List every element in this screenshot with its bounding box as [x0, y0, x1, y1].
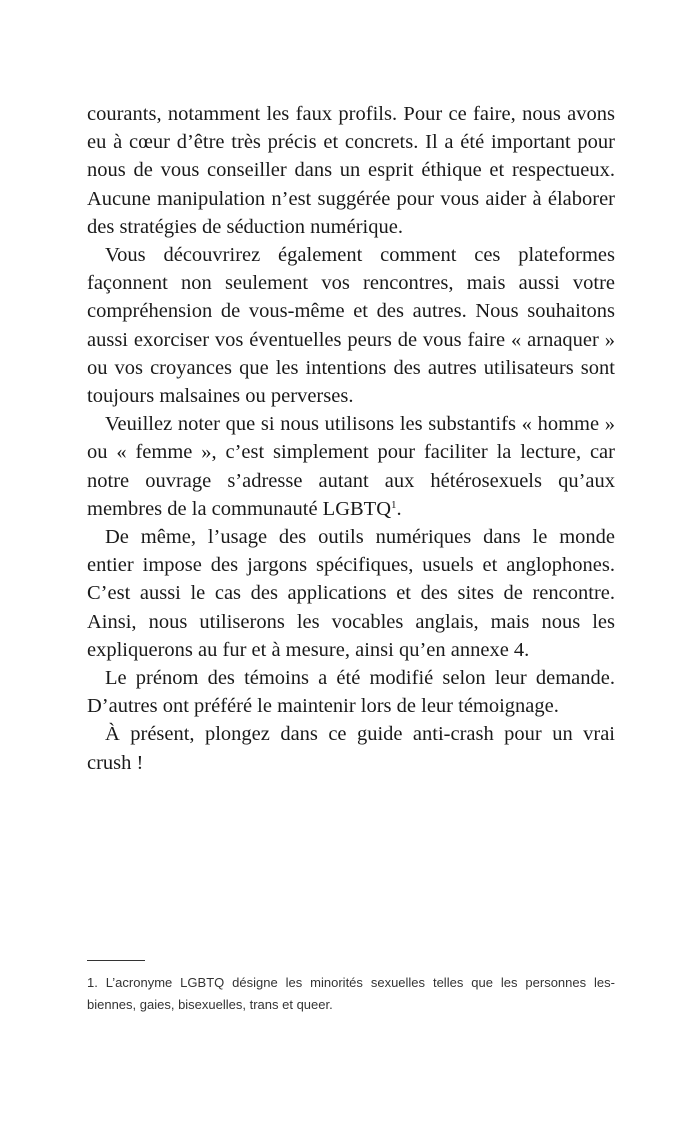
- paragraph-5: [87, 664, 615, 720]
- footnote-divider: [87, 960, 145, 961]
- text-fragment: membres de la communauté LGBTQ: [87, 497, 391, 520]
- footnote-line: biennes, gaies, bisexuelles, trans et queer.: [87, 997, 333, 1012]
- paragraph-2: [87, 241, 615, 410]
- text-line: aussi exorciser vos éventuelles peurs de vous faire « arnaquer »: [87, 328, 615, 351]
- text-fragment: .: [396, 497, 402, 520]
- text-line: expliquerons au fur et à mesure, ainsi qu’en annexe 4.: [87, 638, 530, 661]
- paragraph-3: [87, 410, 615, 523]
- text-line: Le prénom des témoins a été modifié selon leur demande.: [105, 667, 615, 690]
- text-line: crush !: [87, 751, 144, 774]
- text-line: [87, 495, 615, 523]
- text-line: compréhension de vous-même et des autres. Nous souhaitons: [87, 300, 615, 323]
- text-line: courants, notamment les faux profils. Pour ce faire, nous avons: [87, 103, 615, 125]
- text-line: des stratégies de séduction numérique.: [87, 215, 403, 238]
- paragraph-4: [87, 523, 615, 664]
- text-line: Veuillez noter que si nous utilisons les substantifs « homme »: [105, 413, 615, 436]
- text-line: entier impose des jargons spécifiques, usuels et anglophones.: [87, 554, 615, 577]
- footnote: [87, 972, 615, 1016]
- paragraph-6: [87, 720, 615, 776]
- text-line: Ainsi, nous utiliserons les vocables anglais, mais nous les: [87, 610, 615, 633]
- text-line: toujours malsaines ou perverses.: [87, 385, 354, 408]
- text-line: Vous découvrirez également comment ces plateformes: [105, 244, 615, 267]
- text-line: D’autres ont préféré le maintenir lors de leur témoignage.: [87, 695, 559, 718]
- text-line: Aucune manipulation n’est suggérée pour vous aider à élaborer: [87, 187, 615, 210]
- text-line: eu à cœur d’être très précis et concrets. Il a été important pour: [87, 131, 615, 154]
- text-line: nous de vous conseiller dans un esprit éthique et respectueux.: [87, 159, 615, 182]
- text-line: ou « femme », c’est simplement pour faciliter la lecture, car: [87, 441, 615, 464]
- footnote-line: 1. L’acronyme LGBTQ désigne les minorités sexuelles telles que les personnes les-: [87, 975, 615, 990]
- text-line: façonnent non seulement vos rencontres, mais aussi votre: [87, 272, 615, 295]
- paragraph-1: [87, 100, 615, 241]
- text-line: notre ouvrage s’adresse autant aux hétérosexuels qu’aux: [87, 469, 615, 492]
- footnote-reference[interactable]: 1: [391, 498, 397, 511]
- text-line: ou vos croyances que les intentions des autres utilisateurs sont: [87, 356, 615, 379]
- text-line: À présent, plongez dans ce guide anti-crash pour un vrai: [105, 723, 615, 746]
- text-line: C’est aussi le cas des applications et des sites de rencontre.: [87, 582, 615, 605]
- text-line: De même, l’usage des outils numériques dans le monde: [105, 526, 615, 549]
- body-text: [87, 100, 615, 777]
